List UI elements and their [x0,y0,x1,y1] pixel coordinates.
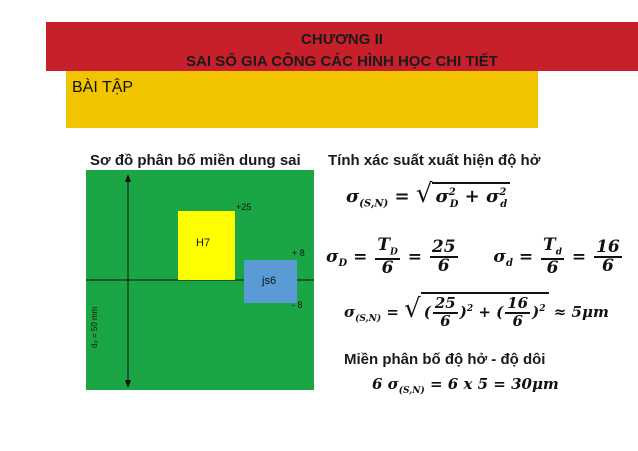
chapter-title: CHƯƠNG II [301,31,383,48]
tolerance-diagram [86,170,314,390]
formula-sigma-result: $\sigma_{(S,N)}$ = √( $\frac{25}{6}$ )$^2$ + ( $\frac{16}{6}$ )$^2$ ≈ 5μm [344,293,609,330]
label-plus25: +25 [236,202,252,212]
formula-sigma-sn: $\sigma_{(S,N)}$ = √ $\sigma^2_D + \sigma^2_d$ [346,179,510,210]
formula-sigma-components: $\sigma_D$ = $\frac{T_D}{6}$ = $\frac{25}{6}$ $\sigma_d$ = $\frac{T_d}{6}$ = $\frac{16}{6}$ [326,235,620,278]
label-minus8: - 8 [292,300,303,310]
shaft-label: js6 [262,275,277,287]
hole-label: H7 [196,237,211,249]
label-plus8: + 8 [292,248,305,258]
axis-label: d₀ = 50 mm [90,306,99,348]
formula-six-sigma: 6 $\sigma_{(S,N)} = 6$ x 5 = 30μm [372,375,559,396]
exercise-label: BÀI TẬP [72,79,134,96]
chapter-subtitle: SAI SỐ GIA CÔNG CÁC HÌNH HỌC CHI TIẾT [186,53,498,70]
exercise-banner [66,71,538,128]
distribution-heading: Miền phân bố độ hở - độ dôi [344,351,546,368]
left-heading: Sơ đồ phân bố miền dung sai [90,152,301,169]
right-heading: Tính xác suất xuất hiện độ hở [328,152,541,169]
